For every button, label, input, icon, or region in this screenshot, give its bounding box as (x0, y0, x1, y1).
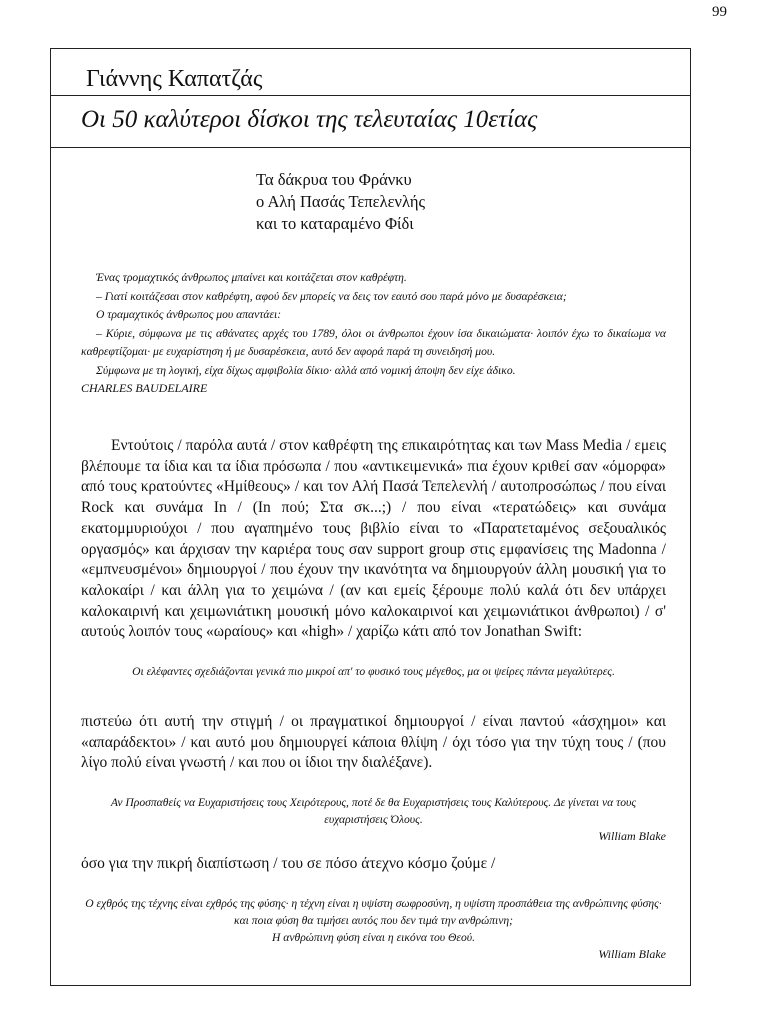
paragraph-1 (81, 436, 666, 643)
article-title-line: Τα δάκρυα του Φράνκυ (256, 170, 412, 189)
epigraph-attribution: CHARLES BAUDELAIRE (81, 381, 208, 395)
blake-quote-1-attribution: William Blake (598, 829, 666, 843)
series-title: Οι 50 καλύτεροι δίσκοι της τελευταίας 10ετίας (51, 96, 690, 148)
swift-quote: Οι ελέφαντες σχεδιάζονται γενικά πιο μικροί απ' το φυσικό τους μέγεθος, μα οι ψείρες πάντα μεγαλύτερες. (132, 665, 615, 678)
epigraph-line: – Γιατί κοιτάζεσαι στον καθρέφτη, αφού δεν μπορείς να δεις τον εαυτό σου παρά μόνο με δυσαρέσκεια; (96, 289, 567, 303)
article-title-line: και το καταραμένο Φίδι (256, 214, 414, 233)
article-title (256, 169, 425, 235)
epigraph-line: Ένας τρομαχτικός άνθρωπος μπαίνει και κοιτάζεται στον καθρέφτη. (96, 271, 407, 284)
epigraph (81, 269, 666, 396)
epigraph-line: Ο τραμαχτικός άνθρωπος μου απαντάει: (96, 308, 282, 321)
article-title-line: ο Αλή Πασάς Τεπελενλής (256, 192, 425, 211)
article-frame (50, 48, 691, 986)
paragraph-3: όσο για την πικρή διαπίστωση / του σε πόσο άτεχνο κόσμο ζούμε / (81, 855, 496, 872)
blake-quote-1: Αν Προσπαθείς να Ευχαριστήσεις τους Χειρότερους, ποτέ δε θα Ευχαριστήσεις τους Καλύτερους. Δε γίνεται να τους ευχαριστήσεις Όλους. (110, 796, 637, 826)
paragraph-2: πιστεύω ότι αυτή την στιγμή / οι πραγματικοί δημιουργοί / είναι παντού «άσχημοι» και «απαράδεκτοι» / και αυτό μου δημιουργεί κάποια θλίψη / όχι τόσο για την τύχη τους / (που λίγο πολύ είναι γνωστή / και που οι ίδιοι την διαλέξανε). (81, 713, 666, 772)
author-name: Γιάννης Καπατζάς (51, 49, 690, 96)
blake-quote-2-text: Ο εχθρός της τέχνης είναι εχθρός της φύσης· η τέχνη είναι η υψίστη σωφροσύνη, η υψίστη προσπάθεια της ανθρώπινης φύσης· και ποια φύση θα τιμήσει αυτός που δεν τιμά την ανθρώπινη; (85, 897, 662, 927)
blake-quote-2-text: Η ανθρώπινη φύση είναι η εικόνα του Θεού. (272, 931, 475, 944)
epigraph-line: Σύμφωνα με τη λογική, είχα δίχως αμφιβολία δίκιο· αλλά από νομική άποψη δεν είχε άδικο. (96, 363, 516, 377)
blake-quote-2 (81, 895, 666, 946)
blake-quote-2-attribution: William Blake (598, 947, 666, 961)
paragraph-1-text: Εντούτοις / παρόλα αυτά / στον καθρέφτη της επικαιρότητας και των Mass Media / εμεις βλέπουμε τα ίδια και τα ίδια πρόσωπα / που «αντικειμενικά» πια έχουν κριθεί σαν «όμορφα» από τους κρατούντες «Ημίθεους» / και τον Αλή Πασά Τεπελενλή / αυτοπροσώπως / που είναι Rock και συνάμα In / (In πού; Στα σκ...;) / που είναι «τερατώδεις» και συνάμα εκατομμυριούχοι / που αγαπημένο τους βιβλίο είναι το «Παρατεταμένος σεξουαλικός οργασμός» και άρχισαν την καριέρα τους σαν support group στις εμφανίσεις της Madonna / «εμπνευσμένοι» δημιουργοί / που έχουν την ικανότητα να δημιουργούν άλλη μουσική για το καλοκαίρι / και άλλη για το χειμώνα / (αν και εμείς ξέρουμε πολύ καλά ότι δεν υπάρχει καλοκαιρινή και χειμωνιάτικη μουσική μόνο καλοκαιρινοί και χειμωνιάτικοι άνθρωποι) / σ' αυτούς λοιπόν τους «ωραίους» και «high» / χαρίζω κάτι από τον Jonathan Swift: (81, 437, 666, 641)
epigraph-line: – Κύριε, σύμφωνα με τις αθάνατες αρχές του 1789, όλοι οι άνθρωποι έχουν ίσα δικαιώματα· λοιπόν έχω το δικαίωμα να καθρεφτίζομαι· με ευχαρίστηση ή με δυσαρέσκεια, αυτό δεν αφορά παρά τη συνειδησή μου. (81, 326, 666, 358)
page-number: 99 (712, 4, 727, 20)
